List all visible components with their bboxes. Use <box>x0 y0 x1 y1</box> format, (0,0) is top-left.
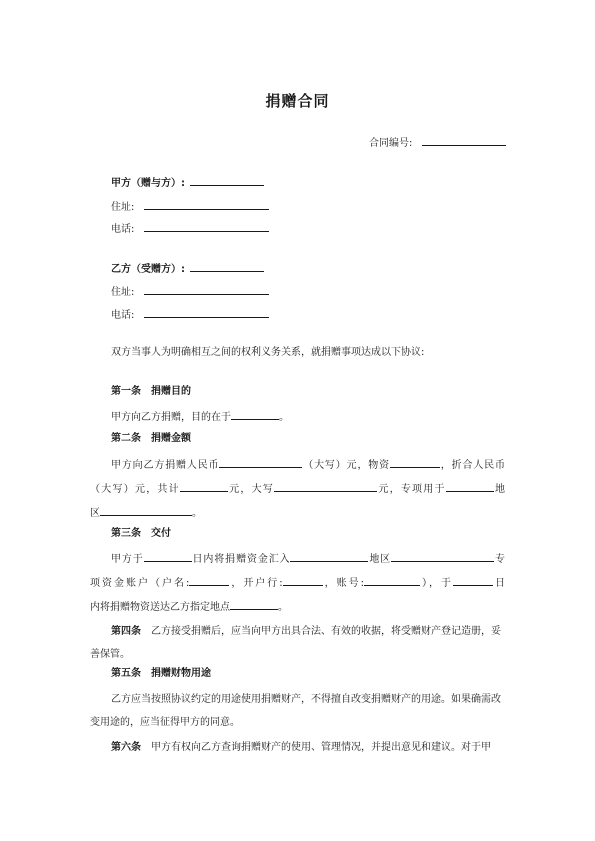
contract-number-label: 合同编号: <box>369 138 413 149</box>
article-4-heading: 第四条 <box>111 626 141 637</box>
article-2-line-2 <box>90 480 505 497</box>
article-3-text-i: 日 <box>493 578 506 589</box>
article-3-line-3 <box>90 598 288 615</box>
article-2-line-1 <box>111 456 505 473</box>
article-5-text: 乙方应当按照协议约定的用途使用捐赠财产，不得擅自改变捐赠财产的用途。如果确需改变用途的，应当征得甲方的同意。 <box>90 694 501 728</box>
days-field[interactable] <box>144 550 192 562</box>
purpose-area-field[interactable] <box>446 480 494 492</box>
article-3-text-d: 专 <box>494 554 506 565</box>
article-1-heading: 第一条 捐赠目的 <box>111 386 191 397</box>
party-b-address-row <box>111 283 269 300</box>
article-2-text-g: 地 <box>493 484 506 495</box>
party-a-address-row <box>111 198 269 215</box>
article-3-text-j: 内将捐赠物资送达乙方指定地点 <box>90 602 230 613</box>
article-2-text-e: 元，大写 <box>227 484 275 495</box>
article-2-text-c: ，折合人民币 <box>439 460 506 471</box>
party-a-phone-label: 电话: <box>111 224 135 235</box>
party-b-address-field[interactable] <box>144 283 269 295</box>
article-3-text-e: 项资金账户（户名: <box>90 578 190 589</box>
article-3-text-a: 甲方于 <box>111 554 144 565</box>
area-field[interactable] <box>100 504 192 516</box>
article-3-line-2 <box>90 574 505 591</box>
party-b-row <box>111 260 264 277</box>
party-b-address-label: 住址: <box>111 287 135 298</box>
article-2-text-a: 甲方向乙方捐赠人民币 <box>111 460 220 471</box>
article-1-body <box>111 408 289 425</box>
article-1-end: 。 <box>279 412 289 423</box>
party-a-phone-field[interactable] <box>144 220 269 232</box>
party-a-row <box>111 174 264 191</box>
total-uppercase-field[interactable] <box>274 480 377 492</box>
article-5-heading: 第五条 捐赠财物用途 <box>111 668 211 679</box>
party-a-phone-row <box>111 220 269 237</box>
account-region-field[interactable] <box>290 550 368 562</box>
article-2-text-f: 元，专项用于 <box>377 484 446 495</box>
contract-number-row <box>369 134 506 151</box>
page-title: 捐赠合同 <box>265 92 330 110</box>
party-a-label: 甲方（赠与方）: <box>111 178 185 189</box>
party-a-name-field[interactable] <box>190 174 264 186</box>
article-2-heading: 第二条 捐赠金额 <box>111 433 191 444</box>
article-1-text: 甲方向乙方捐赠，目的在于 <box>111 412 231 423</box>
party-b-phone-row <box>111 306 269 323</box>
delivery-days-field[interactable] <box>453 574 493 586</box>
party-a-address-label: 住址: <box>111 202 135 213</box>
account-name-field[interactable] <box>189 574 229 586</box>
party-b-name-field[interactable] <box>190 260 264 272</box>
goods-field[interactable] <box>390 456 440 468</box>
article-3-text-b: 日内将捐赠资金汇入 <box>191 554 291 565</box>
bank-field[interactable] <box>283 574 323 586</box>
article-2-text-h: 区 <box>90 508 100 519</box>
article-6-text: 甲方有权向乙方查询捐赠财产的使用、管理情况，并提出意见和建议。对于甲 <box>151 742 491 753</box>
party-b-phone-field[interactable] <box>144 306 269 318</box>
delivery-location-field[interactable] <box>230 598 278 610</box>
article-4 <box>90 620 505 666</box>
article-4-text: 乙方接受捐赠后，应当向甲方出具合法、有效的收据，将受赠财产登记造册，妥善保管。 <box>90 626 501 660</box>
article-6 <box>90 736 505 759</box>
article-6-heading: 第六条 <box>111 742 141 753</box>
party-b-phone-label: 电话: <box>111 310 135 321</box>
party-b-label: 乙方（受赠方）: <box>111 264 185 275</box>
article-3-heading: 第三条 交付 <box>111 528 171 539</box>
special-account-field[interactable] <box>391 550 494 562</box>
article-3-text-h: ），于 <box>420 578 454 589</box>
article-3-text-k: 。 <box>278 602 288 613</box>
rmb-amount-field[interactable] <box>219 456 302 468</box>
article-3-line-1 <box>111 550 505 567</box>
article-2-text-i: 。 <box>192 508 202 519</box>
article-3-text-f: ，开户行: <box>229 578 283 589</box>
account-number-field[interactable] <box>364 574 420 586</box>
intro-text: 双方当事人为明确相互之间的权利义务关系，就捐赠事项达成以下协议: <box>111 347 425 358</box>
article-2-text-d: （大写）元，共计 <box>90 484 180 495</box>
total-field[interactable] <box>180 480 228 492</box>
purpose-field[interactable] <box>231 408 279 420</box>
article-3-text-c: 地区 <box>368 554 392 565</box>
contract-number-field[interactable] <box>422 134 506 146</box>
article-2-text-b: （大写）元，物资 <box>302 460 390 471</box>
party-a-address-field[interactable] <box>144 198 269 210</box>
article-3-text-g: ，账号: <box>322 578 365 589</box>
article-2-line-3 <box>90 504 202 521</box>
